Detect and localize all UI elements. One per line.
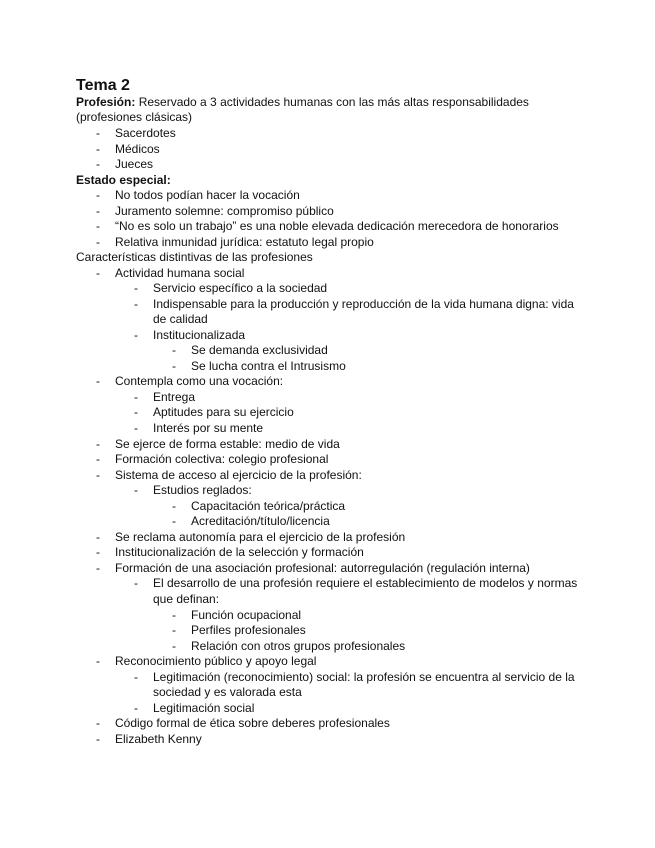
list-item: Perfiles profesionales [191, 623, 306, 637]
list-item: Actividad humana social [115, 266, 245, 280]
bullet-dash: - [172, 623, 176, 637]
list-item: Jueces [115, 157, 154, 171]
list-item: El desarrollo de una profesión requiere el establecimiento de modelos y normas [153, 576, 578, 590]
list-item: Institucionalización de la selección y formación [115, 545, 364, 559]
profesion-definition [76, 95, 596, 111]
list-item: Aptitudes para su ejercicio [153, 405, 294, 419]
list-item: Juramento solemne: compromiso público [115, 204, 334, 218]
list-item: Relativa inmunidad jurídica: estatuto legal propio [115, 235, 374, 249]
list-item: Acreditación/título/licencia [191, 514, 330, 528]
bullet-dash: - [96, 437, 100, 451]
bullet-dash: - [172, 343, 176, 357]
list-item: Se lucha contra el Intrusismo [191, 359, 346, 373]
list-item: Legitimación (reconocimiento) social: la profesión se encuentra al servicio de la [153, 670, 575, 684]
bullet-dash: - [96, 732, 100, 746]
bullet-dash: - [96, 374, 100, 388]
list-item: Contempla como una vocación: [115, 374, 284, 388]
list-item-continuation: sociedad y es valorada esta [153, 685, 302, 699]
bullet-dash: - [96, 468, 100, 482]
list-item: Elizabeth Kenny [115, 732, 202, 746]
bullet-dash: - [96, 157, 100, 171]
bullet-dash: - [96, 219, 100, 233]
bullet-dash: - [96, 561, 100, 575]
list-item: Formación colectiva: colegio profesional [115, 452, 329, 466]
estado-heading [76, 173, 596, 189]
profesion-text: Reservado a 3 actividades humanas con las más altas responsabilidades [138, 95, 529, 109]
list-item: Servicio específico a la sociedad [153, 281, 328, 295]
list-item: Función ocupacional [191, 608, 302, 622]
list-item: Interés por su mente [153, 421, 264, 435]
bullet-dash: - [96, 235, 100, 249]
bullet-dash: - [134, 576, 138, 590]
list-item: Capacitación teórica/práctica [191, 499, 346, 513]
bullet-dash: - [96, 545, 100, 559]
list-item: Se reclama autonomía para el ejercicio de la profesión [115, 530, 406, 544]
page-title: Tema 2 [76, 77, 130, 94]
list-item: Institucionalizada [153, 328, 246, 342]
list-item: “No es solo un trabajo” es una noble elevada dedicación merecedora de honorarios [115, 219, 559, 233]
bullet-dash: - [134, 405, 138, 419]
list-item: Código formal de ética sobre deberes profesionales [115, 716, 390, 730]
bullet-dash: - [134, 281, 138, 295]
list-item: Reconocimiento público y apoyo legal [115, 654, 317, 668]
bullet-dash: - [172, 639, 176, 653]
bullet-dash: - [172, 514, 176, 528]
bullet-dash: - [96, 204, 100, 218]
list-item-continuation: que definan: [153, 592, 220, 606]
list-item: No todos podían hacer la vocación [115, 188, 300, 202]
bullet-dash: - [96, 452, 100, 466]
caracteristicas-heading: Características distintivas de las profesiones [76, 250, 313, 264]
bullet-dash: - [96, 188, 100, 202]
bullet-dash: - [96, 654, 100, 668]
list-item: Se demanda exclusividad [191, 343, 328, 357]
bullet-dash: - [134, 297, 138, 311]
list-item: Sistema de acceso al ejercicio de la profesión: [115, 468, 362, 482]
bullet-dash: - [172, 499, 176, 513]
bullet-dash: - [134, 328, 138, 342]
list-item: Legitimación social [153, 701, 255, 715]
list-item: Médicos [115, 142, 160, 156]
bullet-dash: - [134, 483, 138, 497]
list-item: Sacerdotes [115, 126, 176, 140]
bullet-dash: - [96, 126, 100, 140]
list-item: Indispensable para la producción y reproducción de la vida humana digna: vida [153, 297, 574, 311]
bullet-dash: - [134, 390, 138, 404]
list-item: Estudios reglados: [153, 483, 252, 497]
bullet-dash: - [96, 142, 100, 156]
bullet-dash: - [134, 701, 138, 715]
bullet-dash: - [172, 359, 176, 373]
list-item: Se ejerce de forma estable: medio de vida [115, 437, 340, 451]
bullet-dash: - [96, 716, 100, 730]
bullet-dash: - [96, 266, 100, 280]
list-item: Relación con otros grupos profesionales [191, 639, 406, 653]
profesion-label: Profesión: [76, 95, 136, 109]
bullet-dash: - [172, 608, 176, 622]
profesion-text-continuation: (profesiones clásicas) [76, 110, 193, 124]
list-item: Entrega [153, 390, 196, 404]
list-item: Formación de una asociación profesional: autorregulación (regulación interna) [115, 561, 530, 575]
estado-label: Estado especial: [76, 173, 171, 187]
bullet-dash: - [134, 670, 138, 684]
list-item-continuation: de calidad [153, 312, 208, 326]
bullet-dash: - [134, 421, 138, 435]
bullet-dash: - [96, 530, 100, 544]
